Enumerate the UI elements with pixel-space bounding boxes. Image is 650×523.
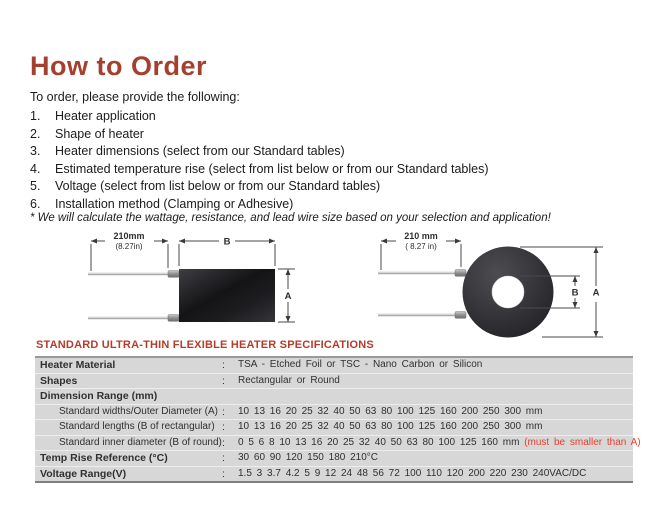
round-heater-diagram [370,228,610,341]
list-text: Shape of heater [55,126,144,141]
row-value: 30 60 90 120 150 180 210°C [238,452,378,463]
row-label: Standard inner diameter (B of round) [59,436,222,448]
row-colon: : [222,467,225,480]
row-value-text: 0 5 6 8 10 13 16 20 25 32 40 50 63 80 100 125 160 mm [238,436,525,448]
row-label: Temp Rise Reference (°C) [40,452,168,464]
table-row [35,389,633,405]
list-text: Installation method (Clamping or Adhesive) [55,196,294,211]
order-note: * We will calculate the wattage, resistance, and lead wire size based on your selection and application! [30,212,551,224]
list-item [30,126,489,144]
list-item [30,108,489,126]
row-value: 1.5 3 3.7 4.2 5 9 12 24 48 56 72 100 110 120 200 220 230 240VAC/DC [238,467,587,479]
row-value: 10 13 16 20 25 32 40 50 63 80 100 125 160 200 250 300 mm [238,405,543,417]
row-colon: : [222,359,225,371]
row-colon: : [222,421,225,433]
row-label: Heater Material [40,359,116,371]
inner-diameter-b-label: B [571,287,579,299]
lead-wires [378,270,466,319]
list-number: 6. [30,196,41,211]
row-colon: : [222,374,225,387]
table-row [35,374,633,390]
list-number: 2. [30,126,41,141]
list-number: 5. [30,179,41,193]
specs-table [35,356,641,483]
rect-heater-body [179,269,275,322]
row-colon: : [222,405,225,418]
table-row [35,451,633,467]
table-row [35,405,633,421]
list-number: 3. [30,144,41,158]
page-title: How to Order [30,51,208,81]
row-value: 10 13 16 20 25 32 40 50 63 80 100 125 160 200 250 300 mm [238,421,543,432]
specs-heading: STANDARD ULTRA-THIN FLEXIBLE HEATER SPECIFICATIONS [36,339,374,351]
row-label: Dimension Range (mm) [40,390,158,402]
row-label: Shapes [40,374,78,387]
list-text: Estimated temperature rise (select from list below or from our Standard tables) [55,161,489,176]
table-row [35,467,633,482]
row-label: Standard widths/Outer Diameter (A) [59,405,218,417]
row-value: Rectangular or Round [238,374,340,386]
list-item [30,178,489,196]
row-value-warning: (must be smaller than A) [524,436,641,448]
list-item [30,161,489,179]
list-item [30,143,489,161]
height-a-label: A [284,291,292,302]
list-number: 4. [30,161,41,176]
row-colon: : [222,452,225,464]
table-row [35,420,633,436]
list-text: Voltage (select from list below or from our Standard tables) [55,179,381,193]
list-text: Heater dimensions (select from our Standard tables) [55,144,345,158]
lead-wires [88,271,179,322]
list-number: 1. [30,109,41,123]
row-label: Standard lengths (B of rectangular) [59,421,215,432]
lead-length-in-label: (8.27in) [115,242,143,251]
table-row [35,436,641,452]
row-value: TSA - Etched Foil or TSC - Nano Carbon or Silicon [238,359,483,370]
order-steps-list [30,108,489,213]
rectangular-heater-diagram [55,228,305,328]
row-label: Voltage Range(V) [40,467,127,480]
lead-length-mm-label: 210mm [113,231,145,241]
lead-length-in-label: ( 8.27 in) [405,242,437,251]
intro-text: To order, please provide the following: [30,90,240,104]
list-item [30,196,489,214]
list-text: Heater application [55,109,156,123]
row-colon: : [222,436,225,449]
width-b-label: B [223,236,231,248]
round-heater-hole [492,276,524,308]
row-colon [222,389,238,404]
row-value [238,389,633,404]
table-row [35,358,633,374]
row-value [238,436,641,451]
outer-diameter-a-label: A [592,287,600,299]
lead-length-mm-label: 210 mm [404,231,438,241]
